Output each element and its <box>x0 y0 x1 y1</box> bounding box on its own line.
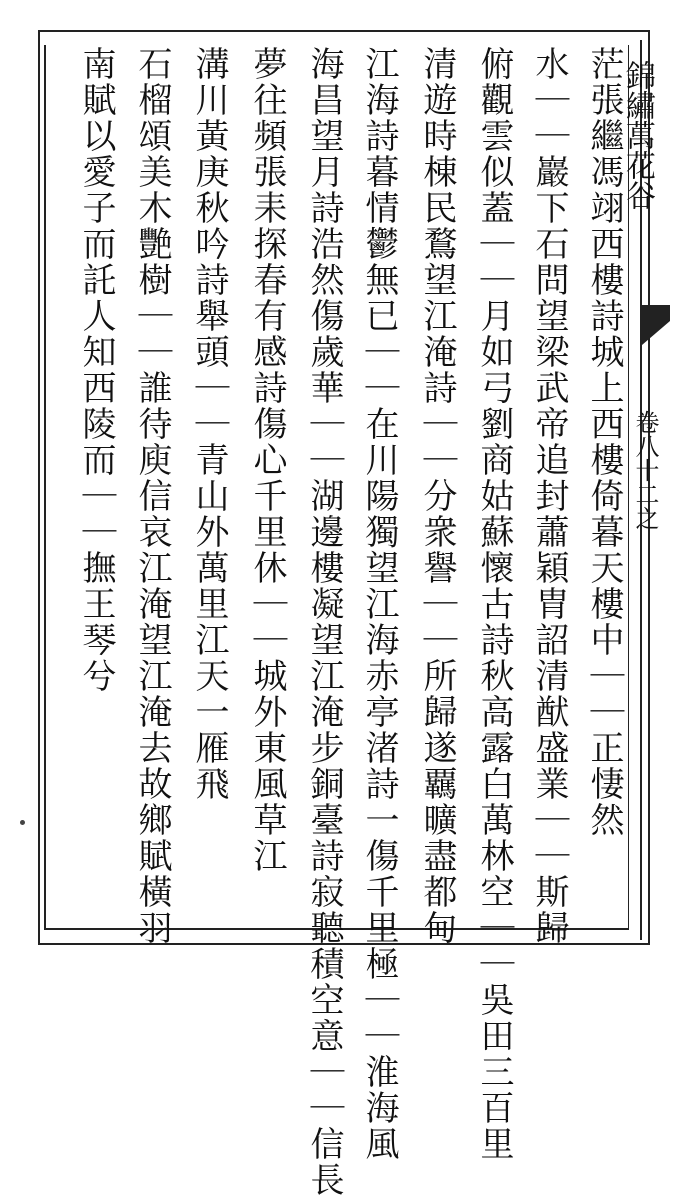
ink-speck <box>20 820 25 825</box>
text-column-10: 南賦以愛子而託人知西陵而｜｜撫王琴兮 <box>76 46 116 694</box>
volume-label: 卷八十二之 <box>631 410 659 530</box>
text-column-7: 夢往頻張耒探春有感詩傷心千里休｜｜城外東風草江 <box>247 46 287 874</box>
text-column-8: 溝川黃庚秋吟詩舉頭｜｜青山外萬里江天一雁飛 <box>189 46 229 802</box>
text-column-9: 石榴頌美木艷樹｜｜誰待庾信哀江淹望江淹去故鄉賦橫羽 <box>132 46 172 946</box>
fish-tail-mark <box>642 305 670 345</box>
text-column-1: 茫張繼馮翊西樓詩城上西樓倚暮天樓中｜｜正悽然 <box>584 46 624 838</box>
text-column-4: 清遊時棟民鶩望江淹詩｜｜分衆譽｜｜所歸遂覊曠盡都甸 <box>417 46 457 946</box>
text-column-3: 俯觀雲似蓋｜｜月如弓劉商姑蘇懷古詩秋高露白萬林空｜｜吳田三百里 <box>474 46 514 1162</box>
text-column-6: 海昌望月詩浩然傷歲華｜｜湖邊樓凝望江淹步銅臺詩寂聽積空意｜｜信長 <box>304 46 344 1198</box>
book-title: 錦繡萬花谷 <box>620 60 655 210</box>
text-column-5: 江海詩暮情鬱無已｜｜在川陽獨望江海赤亭渚詩一傷千里極｜｜淮海風 <box>359 46 399 1162</box>
text-column-2: 水｜｜巖下石問望梁武帝追封蕭穎胄詔清猷盛業｜｜斯歸 <box>529 46 569 946</box>
